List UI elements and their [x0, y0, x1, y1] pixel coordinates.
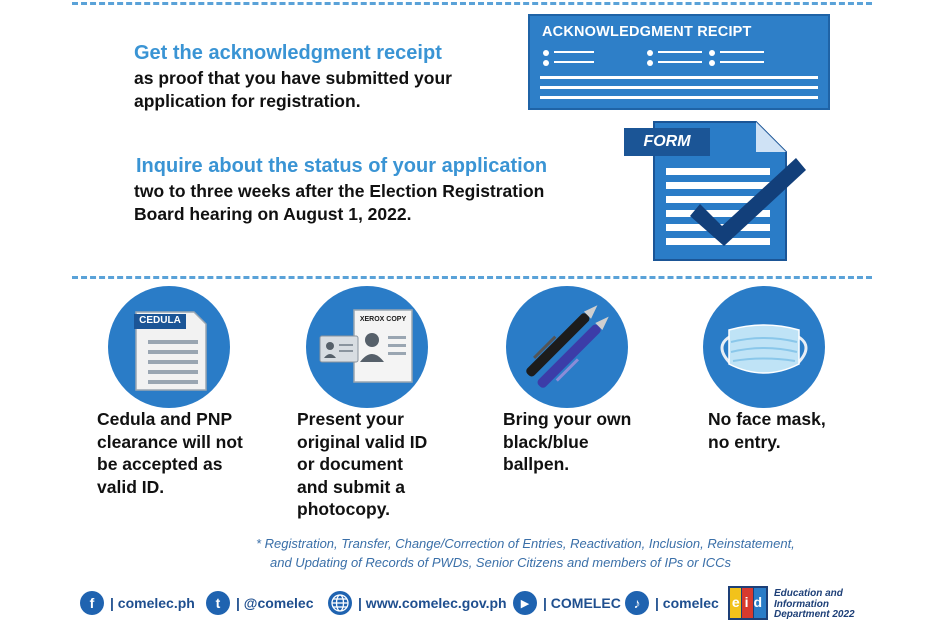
- tip-ballpen-text: [503, 408, 683, 476]
- globe-icon: [328, 591, 352, 615]
- status-body-line: two to three weeks after the Election Registration: [134, 181, 545, 201]
- form-label: FORM: [624, 128, 710, 156]
- facebook-icon: f: [80, 591, 104, 615]
- tip-line: original valid ID: [297, 431, 428, 452]
- website-url: | www.comelec.gov.ph: [358, 595, 507, 611]
- tiktok-icon: ♪: [625, 591, 649, 615]
- middle-divider: [72, 276, 872, 279]
- id-xerox-copy-icon: [306, 286, 428, 408]
- tip-cedula-text: [97, 408, 277, 498]
- tip-line: Bring your own: [503, 409, 632, 429]
- footnote-line: * Registration, Transfer, Change/Correction of Entries, Reactivation, Inclusion, Reinstatement,: [256, 536, 795, 551]
- receipt-heading: Get the acknowledgment receipt: [134, 42, 442, 64]
- department-line: Department 2022: [774, 609, 855, 620]
- receipt-body-line: as proof that you have submitted your: [134, 68, 452, 88]
- tip-line: no entry.: [708, 431, 781, 452]
- status-body-line: Board hearing on August 1, 2022.: [134, 204, 412, 224]
- twitter-icon: t: [206, 591, 230, 615]
- footer-website[interactable]: [328, 590, 507, 616]
- footer-facebook[interactable]: [80, 590, 195, 616]
- receipt-body: [134, 67, 534, 113]
- tip-mask-text: [708, 408, 888, 453]
- tip-line: No face mask,: [708, 409, 826, 429]
- footnote-line: and Updating of Records of PWDs, Senior Citizens and members of IPs or ICCs: [270, 555, 731, 570]
- globe-art: [328, 591, 352, 615]
- receipt-body-line: application for registration.: [134, 91, 361, 111]
- status-body: [134, 180, 634, 226]
- tip-line: be accepted as: [97, 454, 223, 474]
- xerox-id-art: [306, 286, 428, 408]
- face-mask-icon: [703, 286, 825, 408]
- ballpen-icon: [506, 286, 628, 408]
- department-line: Education and: [774, 588, 843, 599]
- tip-line: ballpen.: [503, 454, 570, 474]
- tip-line: valid ID.: [97, 476, 165, 497]
- receipt-lines-icon: [530, 16, 828, 108]
- youtube-icon: ▶: [513, 591, 537, 615]
- twitter-handle: | @comelec: [236, 595, 314, 611]
- tip-line: Cedula and PNP: [97, 409, 233, 429]
- department-line: Information: [774, 598, 829, 610]
- cedula-icon-art: [108, 286, 230, 408]
- department-name: [774, 589, 864, 621]
- footer-twitter[interactable]: [206, 590, 314, 616]
- youtube-handle: | COMELEC: [543, 595, 621, 611]
- top-divider: [72, 2, 872, 5]
- eid-logo-letters: eid: [731, 594, 768, 610]
- tip-id-text: [297, 408, 477, 521]
- tip-line: or document: [297, 454, 403, 474]
- acknowledgment-receipt-graphic: [528, 14, 830, 110]
- status-heading: Inquire about the status of your application: [136, 155, 548, 177]
- cedula-label: CEDULA: [139, 315, 181, 326]
- footer-tiktok[interactable]: [625, 590, 719, 616]
- tip-line: clearance will not: [97, 431, 243, 452]
- tip-line: photocopy.: [297, 499, 390, 519]
- tip-line: Present your: [297, 409, 404, 429]
- tip-line: and submit a: [297, 476, 405, 497]
- eid-logo: [728, 586, 768, 620]
- footer-youtube[interactable]: [513, 590, 621, 616]
- xerox-copy-label: XEROX COPY: [359, 316, 407, 323]
- ballpen-art: [506, 286, 628, 408]
- face-mask-art: [703, 286, 825, 408]
- tip-line: black/blue: [503, 431, 589, 452]
- receipt-graphic-title: ACKNOWLEDGMENT RECIPT: [542, 24, 752, 40]
- form-checkmark-graphic: [596, 118, 816, 264]
- cedula-document-icon: [108, 286, 230, 408]
- footnote: [256, 534, 896, 572]
- facebook-handle: | comelec.ph: [110, 595, 195, 611]
- tiktok-handle: | comelec: [655, 595, 719, 611]
